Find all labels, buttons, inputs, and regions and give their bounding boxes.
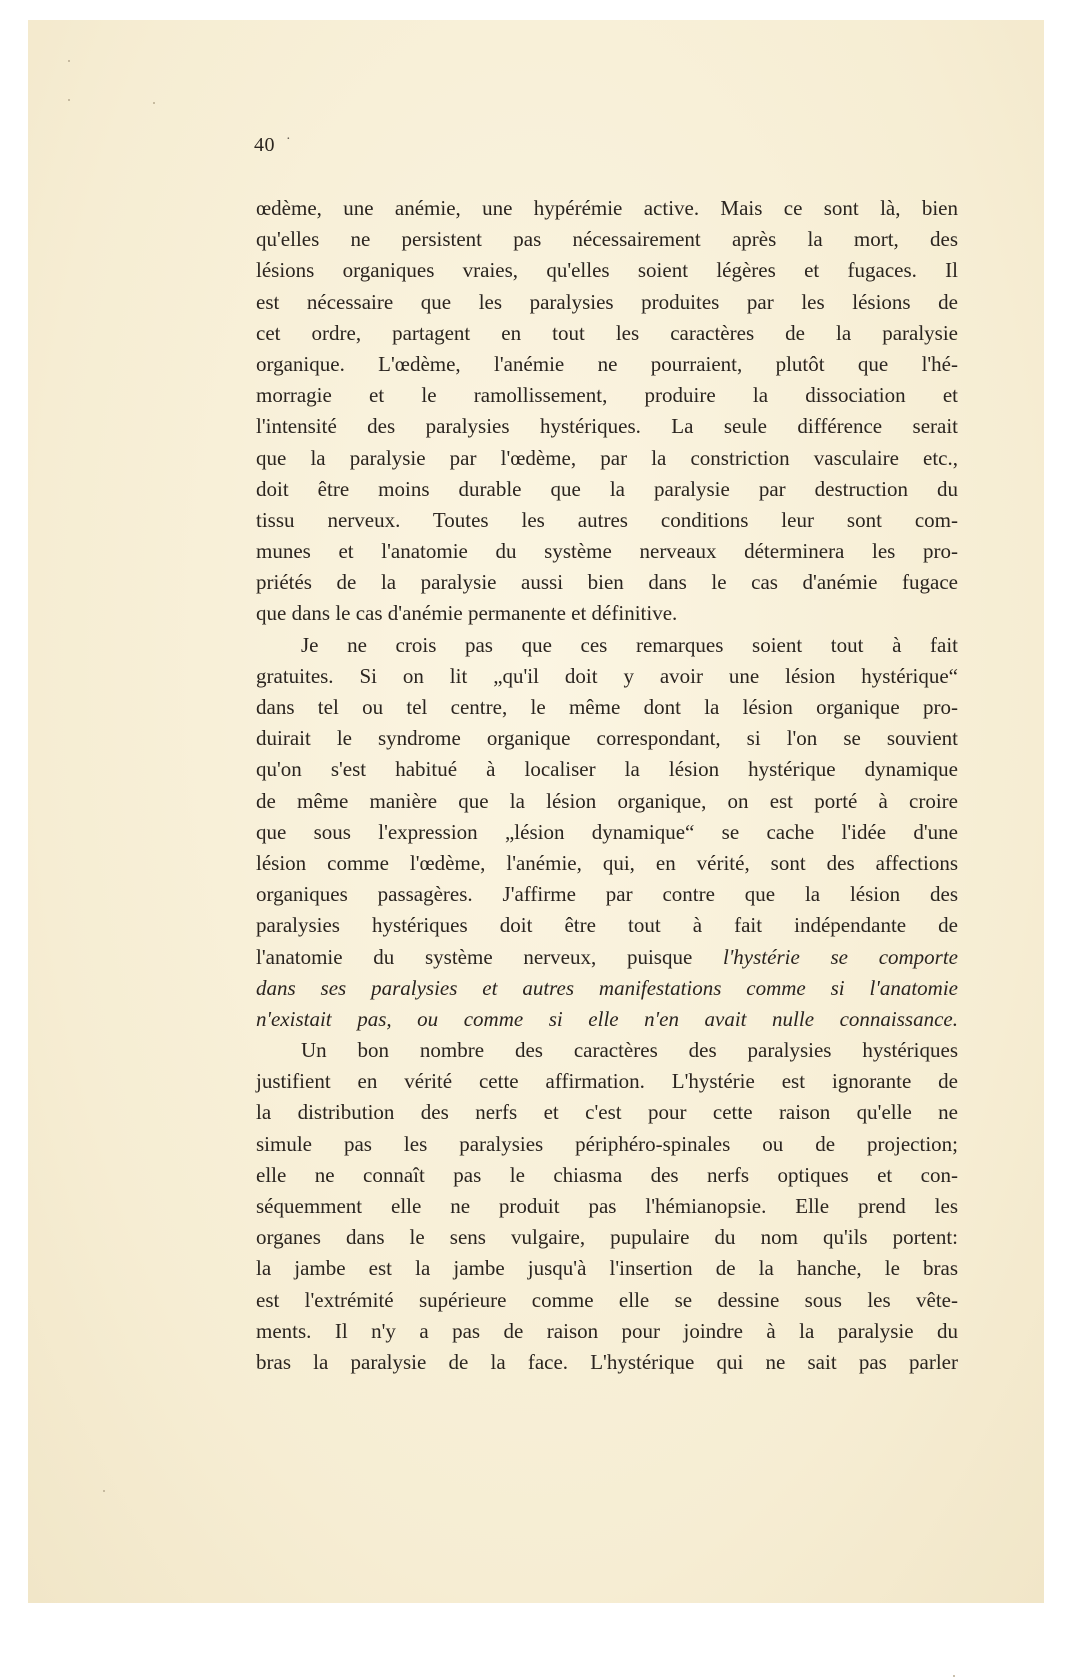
paper-speck <box>68 60 70 62</box>
text-line: morragie et le ramollissement, produire la dissociation et <box>256 383 958 408</box>
text-line: œdème, une anémie, une hypérémie active. Mais ce sont là, bien <box>256 196 958 220</box>
text-line: Un bon nombre des caractères des paralysies hystériques <box>301 1038 958 1063</box>
text-line: dans tel ou tel centre, le même dont la lésion organique pro- <box>256 695 958 719</box>
paper-speck <box>68 99 70 101</box>
text-line: organique. L'œdème, l'anémie ne pourraient, plutôt que l'hé- <box>256 351 958 376</box>
page-number: 40 <box>254 134 275 156</box>
text-line-mixed <box>256 942 958 973</box>
text-line: duirait le syndrome organique correspondant, si l'on se souvient <box>256 726 958 751</box>
paper-speck <box>153 102 155 104</box>
italic-span: l'hystérie se comporte <box>722 944 959 969</box>
text-line: est l'extrémité supérieure comme elle se dessine sous les vête- <box>256 1287 958 1312</box>
text-line: séquemment elle ne produit pas l'hémianopsie. Elle prend les <box>256 1194 958 1218</box>
text-line: bras la paralysie de la face. L'hystérique qui ne sait pas parler <box>256 1349 958 1374</box>
text-line: l'intensité des paralysies hystériques. La seule différence serait <box>256 414 958 439</box>
book-page <box>28 20 1044 1603</box>
text-line: paralysies hystériques doit être tout à fait indépendante de <box>256 913 958 938</box>
text-line: simule pas les paralysies périphéro-spinales ou de projection; <box>256 1131 958 1156</box>
text-line: cet ordre, partagent en tout les caractères de la paralysie <box>256 320 958 345</box>
text-line: lésion comme l'œdème, l'anémie, qui, en vérité, sont des affections <box>256 850 958 875</box>
plain-span: l'anatomie du système nerveux, puisque <box>256 944 723 969</box>
text-line: la jambe est la jambe jusqu'à l'insertion de la hanche, le bras <box>256 1256 958 1281</box>
text-line: tissu nerveux. Toutes les autres conditions leur sont com- <box>256 507 958 532</box>
text-line: la distribution des nerfs et c'est pour cette raison qu'elle ne <box>256 1100 958 1125</box>
text-line: qu'on s'est habitué à localiser la lésion hystérique dynamique <box>256 757 958 782</box>
text-line: que sous l'expression „lésion dynamique“ se cache l'idée d'une <box>256 819 958 844</box>
text-line-italic: dans ses paralysies et autres manifestations comme si l'anatomie <box>256 975 958 1000</box>
text-line: priétés de la paralysie aussi bien dans le cas d'anémie fugace <box>256 570 958 595</box>
text-line: lésions organiques vraies, qu'elles soient légères et fugaces. Il <box>256 258 958 283</box>
page-number-mark: · <box>286 132 291 147</box>
body-text <box>256 193 958 1378</box>
text-line: gratuites. Si on lit „qu'il doit y avoir une lésion hystérique“ <box>256 663 958 688</box>
text-line-italic: n'existait pas, ou comme si elle n'en avait nulle connaissance. <box>256 1006 958 1031</box>
text-line: organiques passagères. J'affirme par contre que la lésion des <box>256 882 958 907</box>
text-line: doit être moins durable que la paralysie par destruction du <box>256 476 958 501</box>
text-line: munes et l'anatomie du système nerveaux déterminera les pro- <box>256 539 958 564</box>
text-line: qu'elles ne persistent pas nécessairement après la mort, des <box>256 227 958 252</box>
text-line: est nécessaire que les paralysies produites par les lésions de <box>256 289 958 314</box>
text-line: de même manière que la lésion organique, on est porté à croire <box>256 788 958 813</box>
text-line: justifient en vérité cette affirmation. L'hystérie est ignorante de <box>256 1069 958 1094</box>
text-line: que dans le cas d'anémie permanente et définitive. <box>256 601 678 626</box>
paper-speck <box>103 1490 105 1492</box>
text-line: elle ne connaît pas le chiasma des nerfs optiques et con- <box>256 1162 958 1187</box>
text-line: ments. Il n'y a pas de raison pour joindre à la paralysie du <box>256 1318 958 1343</box>
text-line: que la paralysie par l'œdème, par la constriction vasculaire etc., <box>256 445 958 470</box>
text-line: organes dans le sens vulgaire, pupulaire du nom qu'ils portent: <box>256 1225 958 1250</box>
text-line: Je ne crois pas que ces remarques soient tout à fait <box>301 632 958 657</box>
